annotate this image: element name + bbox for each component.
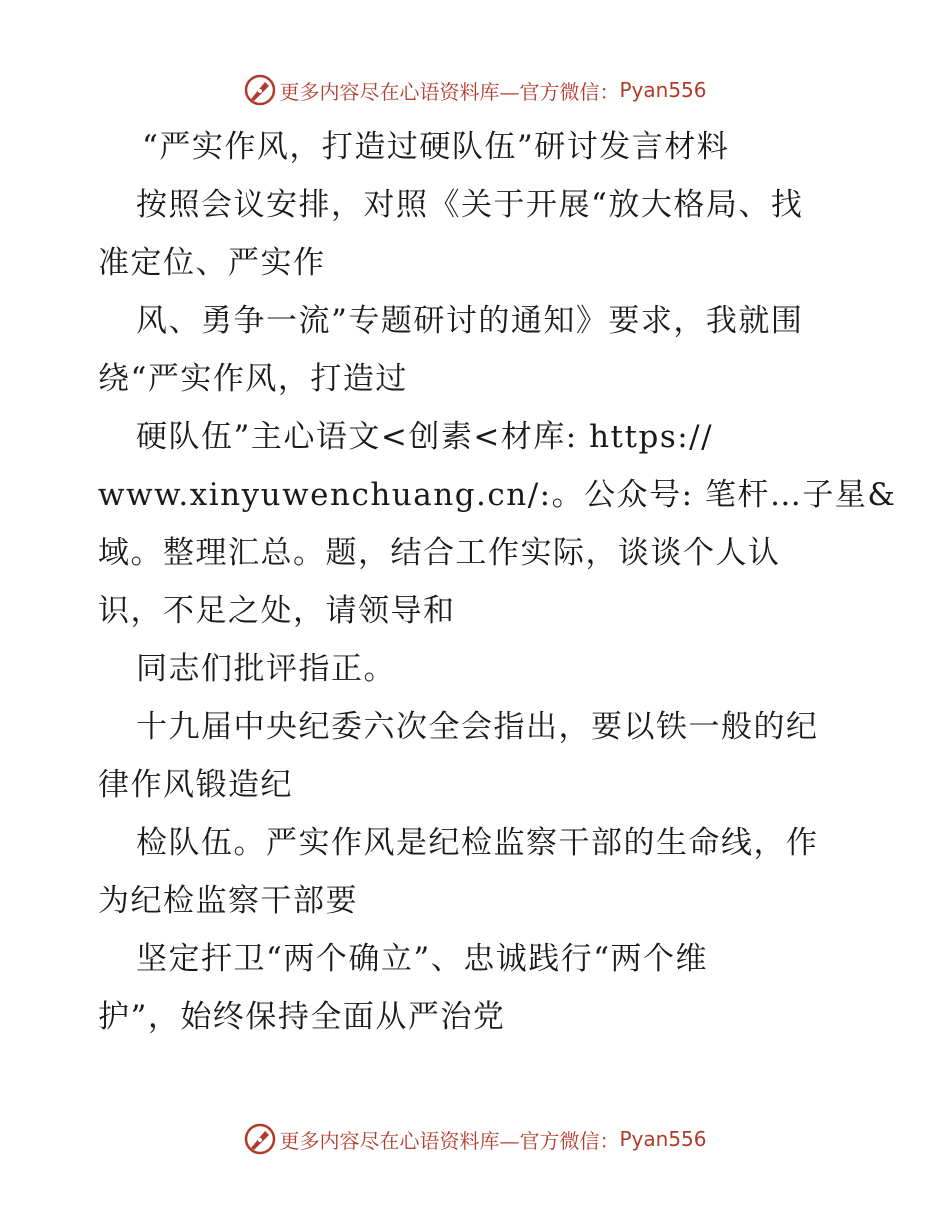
watermark-wechat-id: Pyan556 (619, 1127, 707, 1151)
paragraph-line: www.xinyuwenchuang.cn/:。公众号: 笔杆…子星& (98, 477, 897, 513)
paragraph-line: 检队伍。严实作风是纪检监察干部的生命线，作 (136, 825, 819, 861)
watermark-text: 更多内容尽在心语资料库—官方微信： (279, 79, 620, 104)
paragraph-line: 准定位、严实作 (98, 245, 326, 281)
paragraph-line: 十九届中央纪委六次全会指出，要以铁一般的纪 (136, 709, 819, 745)
watermark-wechat-id: Pyan556 (619, 78, 707, 102)
paragraph-line: 护”，始终保持全面从严治党 (98, 999, 506, 1035)
paragraph-line: 识，不足之处，请领导和 (98, 593, 456, 629)
paragraph-line: 域。整理汇总。题，结合工作实际，谈谈个人认 (98, 535, 781, 571)
paragraph-line: 律作风锻造纪 (98, 767, 293, 803)
pen-nib-logo-icon (243, 1122, 277, 1156)
paragraph-line: 风、勇争一流”专题研讨的通知》要求，我就围 (136, 303, 804, 339)
paragraph-line: 绕“严实作风，打造过 (98, 361, 408, 397)
paragraph-line: 坚定扞卫“两个确立”、忠诚践行“两个维 (136, 941, 709, 977)
document-body (98, 118, 897, 1046)
document-title: “严实作风，打造过硬队伍”研讨发言材料 (142, 129, 730, 165)
paragraph-line: 硬队伍”主心语文<创素<材库: https:// (136, 419, 714, 455)
footer-watermark-banner (0, 1121, 950, 1157)
paragraph-line: 同志们批评指正。 (136, 651, 396, 687)
header-watermark-banner (0, 72, 950, 108)
pen-nib-logo-icon (243, 73, 277, 107)
paragraph-line: 按照会议安排，对照《关于开展“放大格局、找 (136, 187, 804, 223)
paragraph-line: 为纪检监察干部要 (98, 883, 358, 919)
watermark-text: 更多内容尽在心语资料库—官方微信： (279, 1128, 620, 1153)
